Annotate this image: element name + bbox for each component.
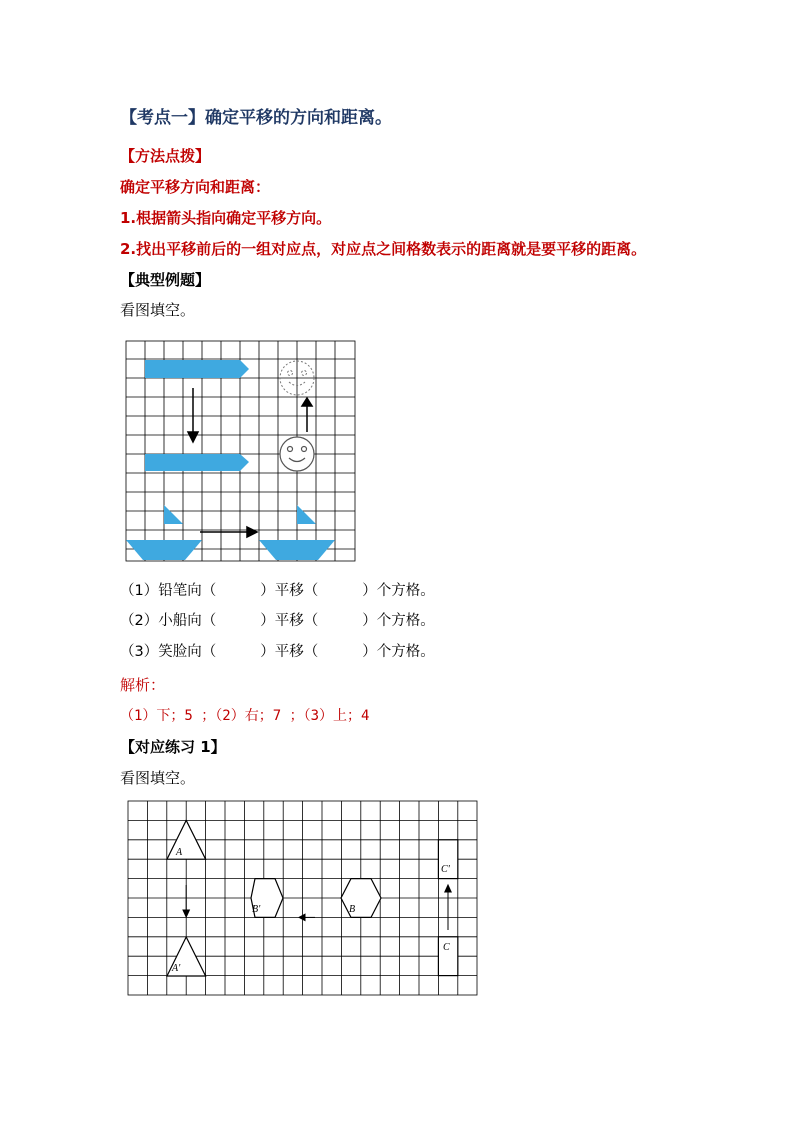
down-arrow-icon [188, 388, 198, 442]
pencil-moved [145, 454, 249, 471]
question-2-subject: 小船向（ [158, 613, 217, 629]
kaodian-title: 【考点一】确定平移的方向和距离。 [120, 108, 392, 128]
pencil-original [145, 360, 249, 378]
question-3-mid: ）平移（ [260, 644, 319, 660]
question-2-num: （2） [120, 613, 159, 629]
question-1-mid: ）平移（ [260, 583, 319, 599]
method-step-2: 2.找出平移前后的一组对应点，对应点之间格数表示的距离就是要平移的距离。 [120, 240, 647, 258]
small-down-arrow-icon [183, 885, 189, 917]
question-1-subject: 铅笔向（ [158, 583, 217, 599]
method-heading: 【方法点拨】 [120, 147, 211, 165]
right-arrow-icon [200, 527, 257, 537]
hexagon-b-label: B [349, 904, 356, 915]
question-2-end: ）个方格。 [362, 613, 435, 629]
example-instruction: 看图填空。 [120, 301, 196, 319]
triangle-a-prime-label: A' [172, 963, 181, 974]
method-step-1: 1.根据箭头指向确定平移方向。 [120, 209, 332, 227]
question-2 [120, 611, 435, 631]
question-2-mid: ）平移（ [260, 613, 319, 629]
method-intro: 确定平移方向和距离： [120, 178, 271, 196]
rectangle-c-prime-label: C' [441, 864, 450, 875]
rectangle-c-label: C [443, 942, 450, 953]
triangle-a-label: A [176, 847, 183, 858]
hexagon-b [341, 879, 381, 918]
question-1-num: （1） [120, 583, 159, 599]
small-up-arrow-icon [445, 885, 451, 930]
question-1 [120, 581, 435, 601]
answer-line: （1）下；5 ；（2）右；7 ；（3）上；4 [120, 708, 370, 724]
question-3 [120, 642, 435, 662]
question-3-subject: 笑脸向（ [158, 644, 217, 660]
example-heading: 【典型例题】 [120, 271, 211, 289]
example-grid-figure [125, 340, 365, 570]
left-arrow-icon [299, 914, 315, 920]
up-arrow-icon [302, 398, 312, 432]
practice-grid-figure [127, 800, 479, 998]
question-3-num: （3） [120, 644, 159, 660]
analysis-label: 解析： [120, 676, 166, 694]
practice-instruction: 看图填空。 [120, 769, 196, 787]
hexagon-b-prime-label: B' [252, 904, 261, 915]
practice-heading: 【对应练习 1】 [120, 738, 226, 756]
question-3-end: ）个方格。 [362, 644, 435, 660]
question-1-end: ）个方格。 [362, 583, 435, 599]
smiley-original [280, 437, 314, 471]
